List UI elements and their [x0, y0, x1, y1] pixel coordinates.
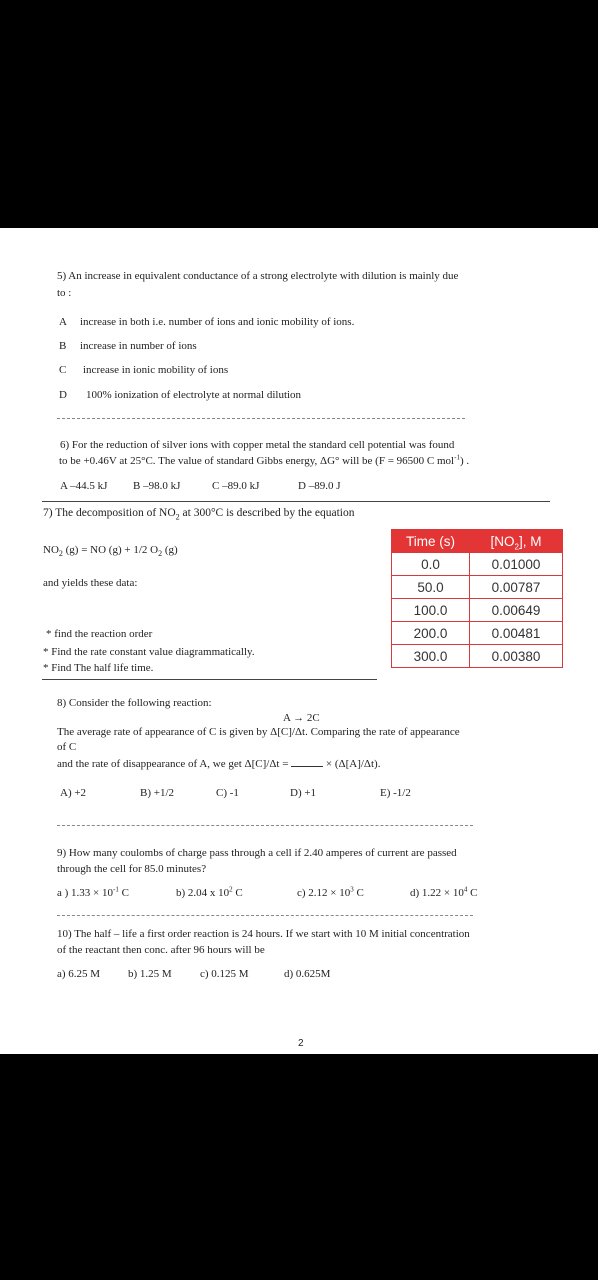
q5-option-a-letter: A: [59, 316, 67, 328]
table-row: [392, 599, 563, 622]
q10-option-a: a) 6.25 M: [57, 968, 101, 980]
q7-equation: $NO_2$ (g) = NO (g) + 1/2 $O_2$ (g): [43, 544, 178, 559]
table-cell-concentration: 0.00380: [470, 645, 563, 668]
q10-option-d: d) 0.625M: [284, 968, 331, 980]
q9-stem-line1: 9) How many coulombs of charge pass through a cell if 2.40 amperes of current are passed: [57, 847, 457, 859]
q8-stem-line3: and the rate of disappearance of A, we get Δ[C]/Δt = × (Δ[A]/Δt).: [57, 758, 381, 770]
q8-option-c: C) -1: [216, 787, 239, 799]
table-header-concentration: $[NO_2]$, M: [470, 530, 563, 553]
table-row: [392, 645, 563, 668]
table-cell-time: 100.0: [392, 599, 470, 622]
q5-option-d-letter: D: [59, 389, 67, 401]
q5-stem-line1: 5) An increase in equivalent conductance of a strong electrolyte with dilution is mainly due: [57, 270, 459, 282]
table-cell-time: 0.0: [392, 553, 470, 576]
q5-option-b-letter: B: [59, 340, 67, 352]
q6-option-c: C –89.0 kJ: [212, 480, 260, 492]
q7-task-1: * find the reaction order: [46, 628, 153, 640]
q5-option-c-letter: C: [59, 364, 67, 376]
q10-stem-line2: of the reactant then conc. after 96 hours will be: [57, 944, 265, 956]
separator: [57, 915, 473, 916]
table-cell-concentration: 0.00649: [470, 599, 563, 622]
q9-option-d: d) $1.22 \times 10^4$ C: [410, 885, 478, 899]
q8-option-e: E) -1/2: [380, 787, 411, 799]
q8-stem-line2: of C: [57, 741, 77, 753]
table-row: [392, 576, 563, 599]
q6-stem-line2: to be +0.46V at 25°C. The value of standard Gibbs energy, ΔG° will be (F = 96500 C mol$^{-1}$) .: [59, 453, 470, 467]
separator: [42, 679, 377, 680]
separator: [42, 501, 550, 502]
q5-option-c-text: increase in ionic mobility of ions: [83, 364, 229, 376]
q9-option-b: b) 2.04 x $10^2$ C: [176, 885, 243, 899]
q7-data-table: [391, 529, 563, 668]
separator: [57, 825, 473, 826]
q10-stem-line1: 10) The half – life a first order reaction is 24 hours. If we start with 10 M initial concentration: [57, 928, 470, 940]
table-row: [392, 622, 563, 645]
table-row: [392, 553, 563, 576]
q6-option-a: A –44.5 kJ: [60, 480, 108, 492]
q6-stem-line1: 6) For the reduction of silver ions with copper metal the standard cell potential was found: [60, 439, 455, 451]
q9-option-a: a ) $1.33 \times 10^{-1}$ C: [57, 885, 129, 899]
q8-option-b: B) +1/2: [140, 787, 175, 799]
q6-option-b: B –98.0 kJ: [133, 480, 181, 492]
q9-stem-line2: through the cell for 85.0 minutes?: [57, 863, 207, 875]
q6-option-d: D –89.0 J: [298, 480, 341, 492]
table-header-time: Time (s): [392, 530, 470, 553]
q8-stem-line1: The average rate of appearance of C is given by Δ[C]/Δt. Comparing the rate of appearance: [57, 726, 460, 738]
q10-option-c: c) 0.125 M: [200, 968, 249, 980]
table-cell-concentration: 0.00787: [470, 576, 563, 599]
q8-option-d: D) +1: [290, 787, 317, 799]
q8-answer-blank: [291, 757, 323, 767]
q9-option-c: c) $2.12 \times 10^3$ C: [297, 885, 364, 899]
table-cell-time: 50.0: [392, 576, 470, 599]
table-cell-time: 200.0: [392, 622, 470, 645]
q7-title: 7) The decomposition of $NO_2$ at 300°C is described by the equation: [43, 507, 355, 522]
q5-option-d-text: 100% ionization of electrolyte at normal dilution: [86, 389, 302, 401]
separator: [57, 418, 465, 419]
q8-intro: 8) Consider the following reaction:: [57, 697, 212, 709]
q8-option-a: A) +2: [60, 787, 87, 799]
q5-option-a-text: increase in both i.e. number of ions and ionic mobility of ions.: [80, 316, 355, 328]
q5-option-b-text: increase in number of ions: [80, 340, 197, 352]
q8-reaction: A → 2C: [283, 712, 320, 724]
q5-stem-line2: to :: [57, 287, 72, 299]
table-cell-concentration: 0.00481: [470, 622, 563, 645]
q7-task-2: * Find the rate constant value diagrammatically.: [43, 646, 255, 658]
table-cell-concentration: 0.01000: [470, 553, 563, 576]
table-header-row: [392, 530, 563, 553]
q7-task-3: * Find The half life time.: [43, 662, 154, 674]
page-number: 2: [298, 1038, 304, 1049]
q7-yields-text: and yields these data:: [43, 577, 138, 589]
table-cell-time: 300.0: [392, 645, 470, 668]
q10-option-b: b) 1.25 M: [128, 968, 172, 980]
